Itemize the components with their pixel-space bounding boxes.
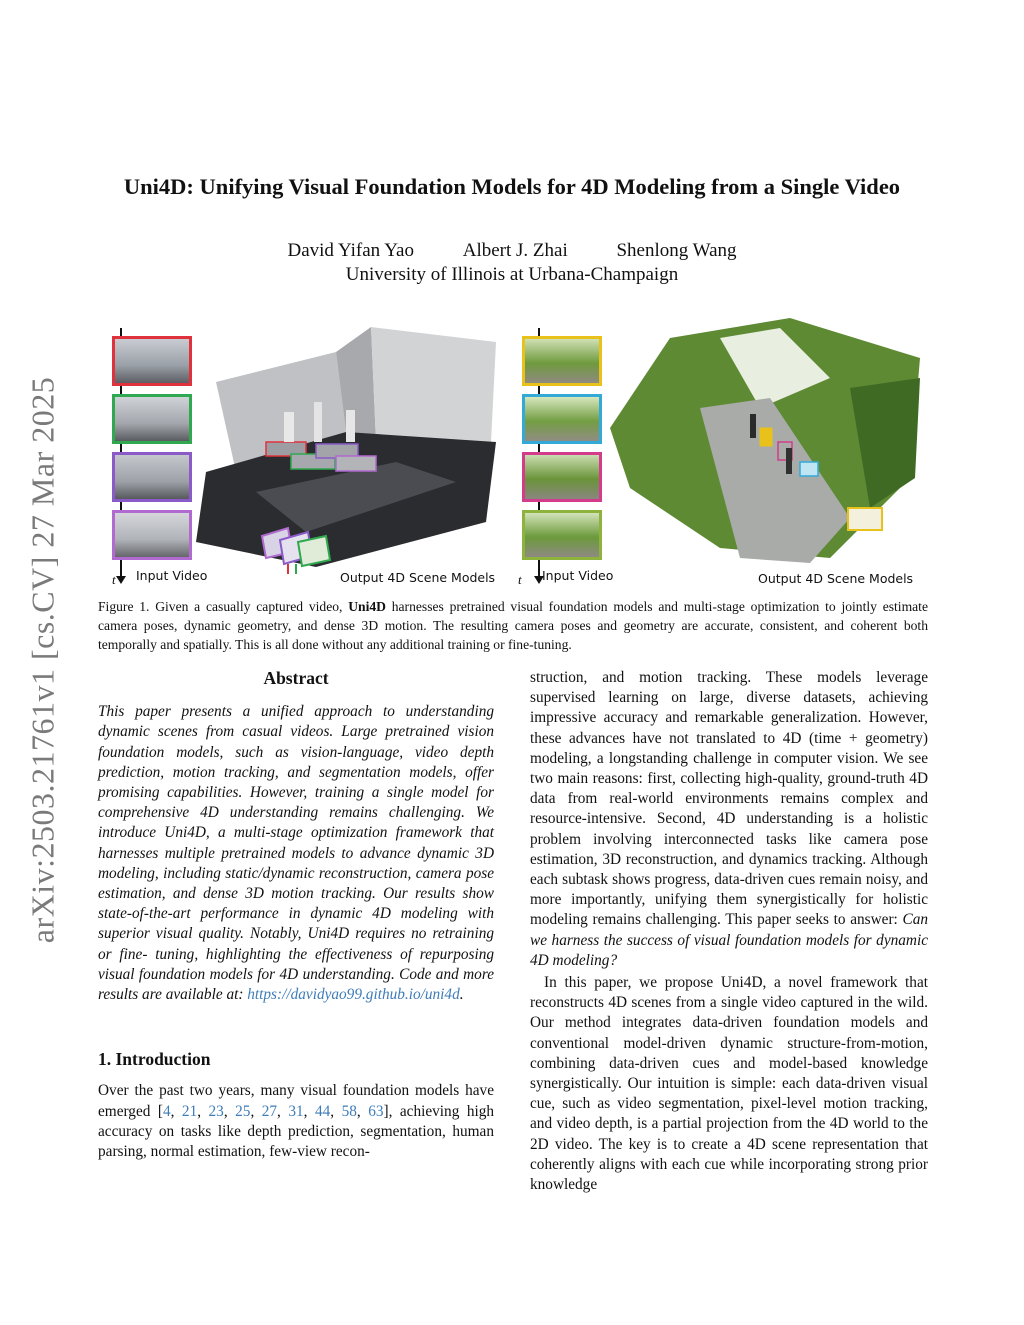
output-scene-forest (610, 318, 930, 568)
input-frame (522, 394, 602, 444)
input-video-label: Input Video (136, 568, 208, 583)
abstract-text (98, 702, 494, 1005)
abstract-end: . (459, 986, 464, 1004)
abstract-body: This paper presents a unified approach to understanding dynamic scenes from casual videos. Large pretrained vision foundation models, such as vision-language, video depth prediction, motion tracking, and segmentation models, offer promising capabilities. However, training a single model for comprehensive 4D understanding remains challenging. We introduce Uni4D, a multi-stage optimization framework that harnesses multiple pretrained models to advance dynamic 3D modeling, including static/dynamic reconstruction, camera pose estimation, and dense 3D motion tracking. Our results show state-of-the-art performance in dynamic 4D modeling with superior visual quality. Notably, Uni4D requires no retraining or fine- tuning, highlighting the effectiveness of repurposing visual foundation models for 4D understanding. Code and more results are available at: (98, 703, 494, 1004)
right-paragraph-2: In this paper, we propose Uni4D, a novel framework that reconstructs 4D scenes from a single video captured in the wild. Our method integrates data-driven foundation models and conventional model-driven dynamic structure-from-motion, combining data-driven cues and model-based knowledge synergistically. Our intuition is simple: each data-driven visual cue, such as video segmentation, pixel-level motion tracking, and video depth, is a partial projection from the 4D world to the 2D video. The key is to create a 4D scene representation that coherently aligns with each cue while incorporating strong prior knowledge (530, 974, 928, 1194)
project-link[interactable]: https://davidyao99.github.io/uni4d (247, 986, 460, 1004)
author-1: David Yifan Yao (287, 240, 414, 261)
citation-link[interactable]: 63 (368, 1102, 384, 1120)
input-frame (522, 510, 602, 560)
intro-paragraph: Over the past two years, many visual foundation models have emerged [4, 21, 23, 25, 27, 31, 44, 58, 63], achieving high accuracy on tasks like depth prediction, segmentation, human parsing, normal estimation, few-view recon- (98, 1082, 495, 1161)
abstract-heading: Abstract (263, 668, 329, 688)
input-frame (112, 510, 192, 560)
output-label: Output 4D Scene Models (340, 570, 496, 585)
caption-text: harnesses pretrained visual foundation models and multi-stage optimization to jointly estimate camera poses, dynamic geometry, and dense 3D motion. The resulting camera poses and geometry are accurate, consistent, and coherent both temporally and spatially. This is all done without any additional training or fine-tuning. (98, 599, 928, 652)
output-label: Output 4D Scene Models (758, 571, 914, 586)
citation-link[interactable]: 25 (235, 1102, 251, 1120)
author-2: Albert J. Zhai (462, 240, 568, 261)
right-paragraph-1 (530, 668, 928, 971)
citation-link[interactable]: 44 (314, 1102, 331, 1120)
input-frame (112, 452, 192, 502)
paper-title: Uni4D: Unifying Visual Foundation Models for 4D Modeling from a Single Video (123, 174, 901, 199)
citation-link[interactable]: 23 (208, 1102, 224, 1120)
input-frame (522, 452, 602, 502)
citation-link[interactable]: 21 (181, 1102, 198, 1120)
citation-link[interactable]: 31 (288, 1102, 304, 1120)
time-label: t (518, 572, 522, 587)
figure-1 (100, 318, 930, 590)
input-frame (112, 336, 192, 386)
citation-link[interactable]: 58 (341, 1102, 357, 1120)
research-question: Can we harness the success of visual foundation models for dynamic 4D modeling? (530, 911, 928, 969)
intro-end: ], achieving high accuracy on tasks like depth prediction, segmentation, human parsing, normal estimation, few-view recon- (98, 1102, 495, 1161)
caption-bold: Uni4D (348, 599, 386, 614)
input-video-label: Input Video (542, 568, 614, 583)
citation-link[interactable]: 4 (162, 1102, 171, 1120)
time-label: t (112, 572, 116, 587)
intro-heading: 1. Introduction (98, 1049, 211, 1070)
arxiv-stamp: arXiv:2503.21761v1 [cs.CV] 27 Mar 2025 (24, 376, 61, 944)
intro-start: Over the past two years, many visual foundation models have emerged [ (98, 1082, 494, 1120)
citation-link[interactable]: 27 (261, 1102, 278, 1120)
figure-caption (98, 597, 928, 654)
figure-panel-street (100, 318, 500, 590)
left-column (98, 668, 494, 1162)
camera-trajectory-icon (258, 526, 334, 576)
authors (200, 240, 824, 262)
input-frame (112, 394, 192, 444)
affiliation: University of Illinois at Urbana-Champaign (345, 264, 679, 285)
input-frame (522, 336, 602, 386)
caption-prefix: Figure 1. Given a casually captured video, (98, 599, 349, 614)
right-column (530, 668, 928, 1195)
output-scene-street (196, 322, 496, 572)
right-p1-text: struction, and motion tracking. These models leverage supervised learning on large, diverse datasets, achieving impressive accuracy and remarkable generalization. However, these advances have not translated to 4D (time + geometry) modeling, a longstanding challenge in computer vision. We see two main reasons: first, collecting high-quality, ground-truth 4D data from real-world environments remains complex and resource-intensive. Second, 4D understanding is a holistic problem involving interconnected tasks like camera pose estimation, 3D reconstruction, and dynamics tracking. Although each subtask shows progress, data-driven cues remain noisy, and more importantly, unifying them synergistically for holistic modeling remains challenging. This paper seeks to answer: (530, 669, 928, 929)
figure-panel-forest (518, 318, 930, 590)
author-3: Shenlong Wang (616, 240, 737, 261)
